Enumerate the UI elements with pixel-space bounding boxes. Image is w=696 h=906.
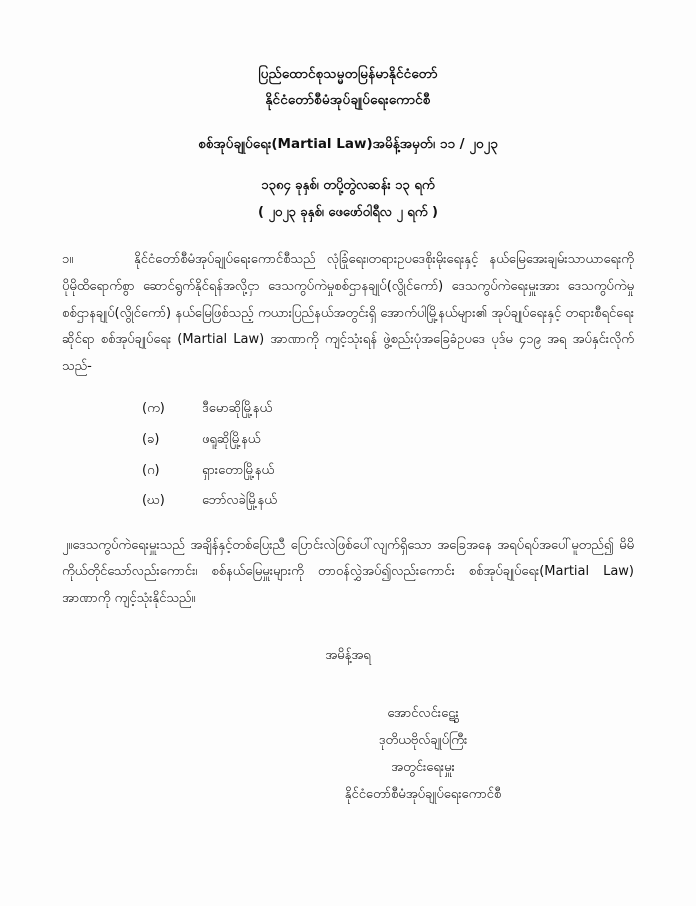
- paragraph-1-text: နိုင်ငံတော်စီမံအုပ်ချုပ်ရေးကောင်စီသည် လုံခြုံရေး၊တရားဥပဒေစိုးမိုးရေးနှင့် နယ်မြေအေးချမ်းသာယာရေးကို ပိုမိုထိရောက်စွာ ဆောင်ရွက်နိုင်ရန်အလို့ငှာ ဒေသကွပ်ကဲမှုစစ်ဌာနချုပ်(လွိုင်ကော်) ဒေသကွပ်ကဲရေးမှူးအား ဒေသကွပ်ကဲမှုစစ်ဌာနချုပ်(လွိုင်ကော်) နယ်မြေဖြစ်သည့် ကယားပြည်နယ်အတွင်းရှိ အောက်ပါမြို့နယ်များ၏ အုပ်ချုပ်ရေးနှင့် တရားစီရင်ရေးဆိုင်ရာ စစ်အုပ်ချုပ်ရေး (Martial Law) အာဏာကို ကျင့်သုံးရန် ဖွဲ့စည်းပုံအခြေခံဥပဒေ ပုဒ်မ ၄၁၉ အရ အပ်နှင်းလိုက်သည်-: [62, 252, 634, 374]
- paragraph-2-number: ၂။: [62, 537, 73, 553]
- country-name: ပြည်ထောင်စုသမ္မတမြန်မာနိုင်ငံတော်: [258, 66, 438, 82]
- date-burmese-calendar: ၁၃၈၄ ခုနှစ်၊ တပို့တွဲလဆန်း ၁၃ ရက်: [261, 178, 435, 194]
- township-label: (ဂ): [142, 462, 160, 478]
- signatory-organization: နိုင်ငံတော်စီမံအုပ်ချုပ်ရေးကောင်စီ: [344, 787, 502, 803]
- township-list: [142, 394, 634, 516]
- list-item: [142, 456, 634, 487]
- document-header: [62, 62, 634, 113]
- township-label: (ဃ): [142, 493, 165, 509]
- signatory-name: အောင်လင်းဋွေး: [387, 705, 459, 721]
- list-item: [142, 394, 634, 425]
- township-label: (ခ): [142, 432, 160, 448]
- signature-block: [62, 700, 634, 809]
- township-name: ဖရူဆိုမြို့နယ်: [202, 432, 261, 448]
- date-gregorian-calendar: ( ၂၀၂၃ ခုနှစ်၊ ဖေဖော်ဝါရီလ ၂ ရက် ): [258, 205, 438, 221]
- signatory-position: အတွင်းရေးမှူး: [391, 760, 455, 776]
- paragraph-2-text: ဒေသကွပ်ကဲရေးမှူးသည် အချိန်နှင့်တစ်ပြေးညီ ပြောင်းလဲဖြစ်ပေါ်လျက်ရှိသော အခြေအနေ အရပ်ရပ်အပေါ်မူတည်၍ မိမိကိုယ်တိုင်သော်လည်းကောင်း၊ စစ်နယ်မြေမှူးများကို တာဝန်လွှဲအပ်၍လည်းကောင်း စစ်အုပ်ချုပ်ရေး(Martial Law) အာဏာကို ကျင့်သုံးနိုင်သည်။: [62, 537, 634, 606]
- list-item: [142, 425, 634, 456]
- paragraph-1: [62, 247, 634, 380]
- township-name: ဘော်လခဲမြို့နယ်: [202, 493, 277, 509]
- order-title: စစ်အုပ်ချုပ်ရေး(Martial Law)အမိန့်အမှတ်၊ ၁၁ / ၂၀၂၃: [198, 136, 498, 153]
- by-order-label: အမိန့်အရ: [325, 647, 371, 663]
- township-name: ရှားတောမြို့နယ်: [202, 462, 275, 478]
- paragraph-1-number: ၁။: [62, 252, 74, 268]
- township-name: ဒီမောဆိုမြို့နယ်: [202, 401, 273, 417]
- council-name: နိုင်ငံတော်စီမံအုပ်ချုပ်ရေးကောင်စီ: [265, 91, 431, 108]
- township-label: (က): [142, 401, 165, 417]
- signatory-rank: ဒုတိယဗိုလ်ချုပ်ကြီး: [378, 732, 468, 748]
- paragraph-2: [62, 533, 634, 613]
- list-item: [142, 486, 634, 517]
